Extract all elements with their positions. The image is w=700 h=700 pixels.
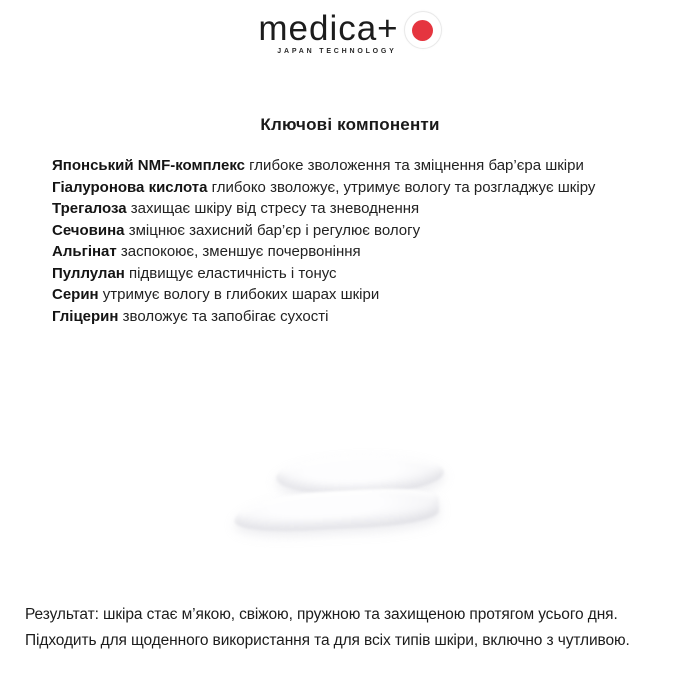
result-text-block: [25, 602, 690, 654]
component-item: [52, 241, 680, 263]
component-name: Серин: [52, 286, 99, 303]
component-name: Сечовина: [52, 221, 125, 239]
brand-logo-text: [258, 8, 398, 55]
component-item: [52, 177, 680, 199]
component-item: [52, 155, 680, 177]
component-item: [52, 263, 680, 285]
brand-name: medica+: [258, 9, 399, 48]
component-description: зволожує та запобігає сухості: [118, 307, 329, 325]
component-item: [52, 220, 680, 242]
component-name: Японський NMF-комплекс: [52, 157, 245, 174]
component-name: Трегалоза: [52, 200, 127, 217]
component-name: Альгінат: [52, 243, 117, 260]
component-description: захищає шкіру від стресу та зневоднення: [126, 200, 420, 217]
cream-swatch-image: [230, 445, 475, 560]
component-name: Гліцерин: [52, 307, 119, 325]
brand-logo-inner: [258, 8, 441, 55]
component-item: [52, 306, 680, 328]
component-description: зміцнює захисний бар’єр і регулює вологу: [124, 221, 421, 239]
component-description: утримує вологу в глибоких шарах шкіри: [98, 286, 380, 303]
component-name: Гіалуронова кислота: [52, 178, 208, 196]
result-line-2: Підходить для щоденного використання та для всіх типів шкіри, включно з чутливою.: [25, 632, 630, 649]
brand-logo: [0, 8, 700, 55]
component-description: глибоко зволожує, утримує вологу та розгладжує шкіру: [207, 178, 596, 196]
component-description: підвищує еластичність і тонус: [124, 264, 337, 282]
page-title: Ключові компоненти: [260, 115, 440, 134]
japan-flag-icon: [404, 11, 442, 49]
cream-blob-bottom: [233, 486, 440, 535]
component-item: [52, 198, 680, 220]
japan-flag-red-dot: [412, 20, 433, 41]
component-description: заспокоює, зменшує почервоніння: [116, 243, 361, 260]
result-line-1: Результат: шкіра стає м’якою, свіжою, пружною та захищеною протягом усього дня.: [25, 606, 618, 623]
component-description: глибоке зволоження та зміцнення бар’єра шкіри: [245, 157, 584, 174]
component-item: [52, 284, 680, 306]
components-list: [52, 155, 680, 327]
component-name: Пуллулан: [52, 264, 125, 282]
brand-tagline: JAPAN TECHNOLOGY: [277, 48, 397, 55]
